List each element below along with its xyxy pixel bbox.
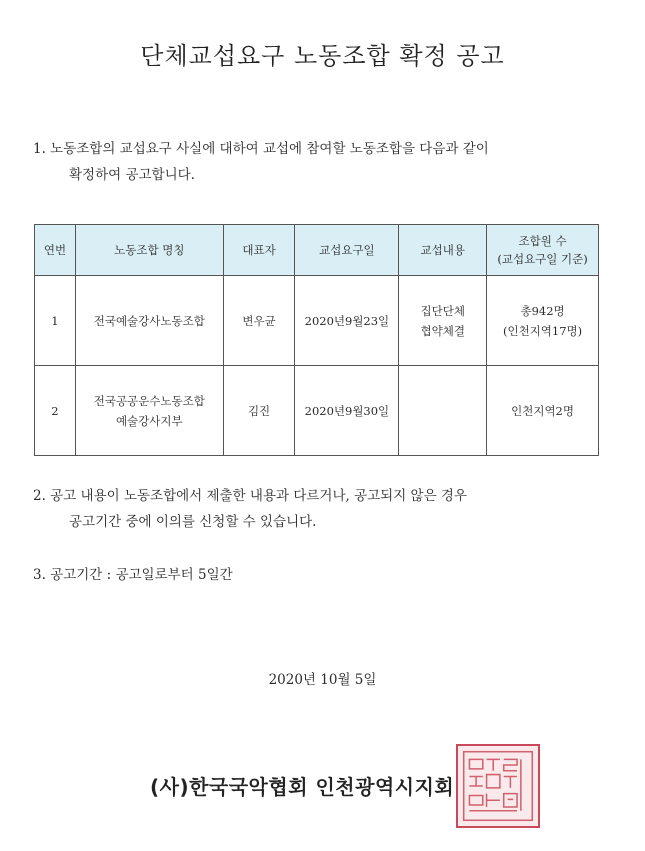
cell-representative: 변우균 — [223, 276, 295, 366]
header-members-line-1: 조합원 수 — [518, 234, 567, 248]
cell-members-line-1: 총942명 — [520, 303, 565, 318]
cell-union-name-line-2: 예술강사지부 — [115, 413, 183, 428]
seal-graphic — [458, 746, 538, 826]
cell-union-name — [75, 366, 223, 456]
paragraph-1-line-1: 1. 노동조합의 교섭요구 사실에 대하여 교섭에 참여할 노동조합을 다음과 같이 — [33, 141, 489, 157]
table-header-row — [35, 225, 599, 276]
organization-name: (사)한국국악협회 인천광역시지회 — [150, 775, 455, 799]
cell-content-line-1: 집단단체 — [420, 303, 465, 318]
paragraph-2 — [33, 483, 613, 535]
header-representative: 대표자 — [223, 225, 295, 276]
cell-no: 2 — [35, 366, 76, 456]
header-members — [487, 225, 599, 276]
paragraph-1-line-2: 확정하여 공고합니다. — [69, 167, 195, 183]
cell-members — [487, 366, 599, 456]
cell-no: 1 — [35, 276, 76, 366]
table-row — [35, 366, 599, 456]
cell-request-date: 2020년9월23일 — [295, 276, 399, 366]
cell-union-name — [75, 276, 223, 366]
cell-union-name-line-1: 전국공공운수노동조합 — [93, 393, 205, 408]
paragraph-2-line-2: 공고기간 중에 이의를 신청할 수 있습니다. — [69, 514, 317, 530]
header-union-name: 노동조합 명칭 — [75, 225, 223, 276]
paragraph-1 — [33, 136, 613, 188]
cell-content — [399, 366, 487, 456]
document-title: 단체교섭요구 노동조합 확정 공고 — [140, 42, 505, 70]
cell-representative: 김진 — [223, 366, 295, 456]
official-seal-icon — [456, 744, 540, 828]
union-table — [34, 224, 599, 456]
cell-members-line-2: (인천지역17명) — [502, 323, 583, 338]
cell-content — [399, 276, 487, 366]
cell-union-name-line-1: 전국예술강사노동조합 — [93, 313, 205, 328]
cell-content-line-2: 협약체결 — [420, 323, 465, 338]
paragraph-3: 3. 공고기간 : 공고일로부터 5일간 — [33, 567, 233, 583]
header-content: 교섭내용 — [399, 225, 487, 276]
header-members-line-2: (교섭요구일 기준) — [497, 252, 588, 266]
table-row — [35, 276, 599, 366]
header-request-date: 교섭요구일 — [295, 225, 399, 276]
notice-date: 2020년 10월 5일 — [268, 672, 377, 688]
header-no: 연번 — [35, 225, 76, 276]
cell-members-line-1: 인천지역2명 — [511, 403, 574, 418]
cell-members — [487, 276, 599, 366]
cell-request-date: 2020년9월30일 — [295, 366, 399, 456]
paragraph-2-line-1: 2. 공고 내용이 노동조합에서 제출한 내용과 다르거나, 공고되지 않은 경우 — [33, 488, 467, 504]
